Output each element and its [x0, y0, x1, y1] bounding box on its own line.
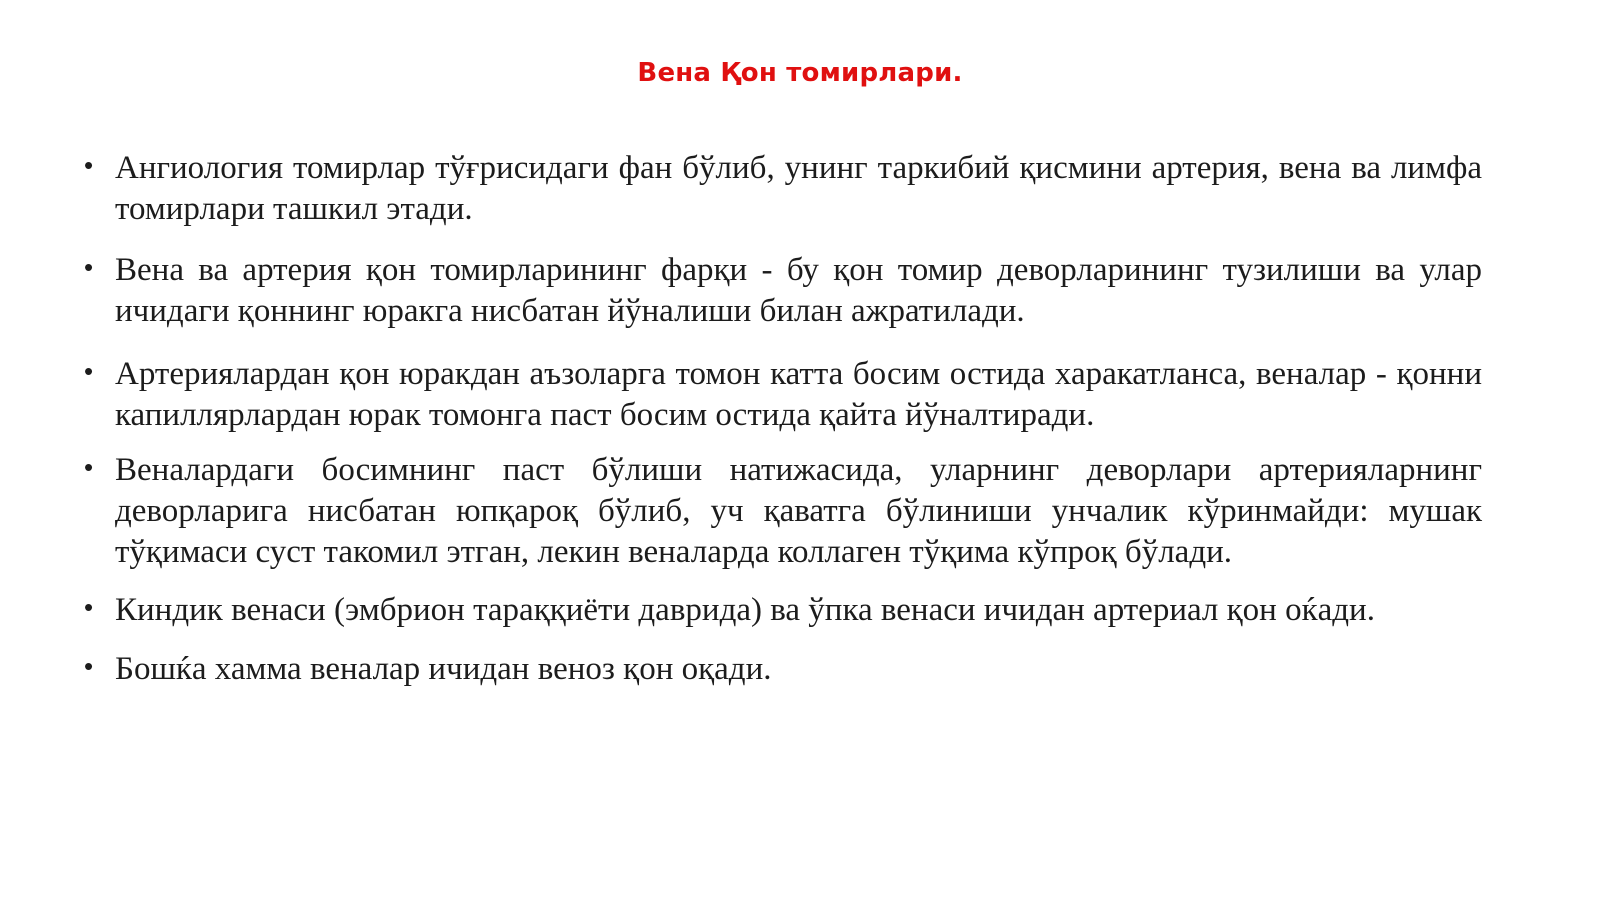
bullet-item	[84, 354, 1482, 436]
bullet-dot-icon: •	[84, 651, 94, 681]
bullet-item	[84, 590, 1482, 631]
bullet-item	[84, 148, 1482, 230]
bullet-text: Веналардаги босимнинг паст бўлиши натижасида, уларнинг деворлари артерияларнинг деворларига нисбатан юпқароқ бўлиб, уч қаватга бўлиниши унчалик кўринмайди: мушак тўқимаси суст такомил этган, лекин веналарда коллаген тўқима кўпроқ бўлади.	[115, 452, 1482, 570]
bullet-list	[84, 148, 1482, 690]
bullet-dot-icon: •	[84, 252, 94, 282]
bullet-text: Вена ва артерия қон томирларининг фарқи - бу қон томир деворларининг тузилиши ва улар ичидаги қоннинг юракга нисбатан йўналиши билан ажратилади.	[115, 252, 1482, 329]
bullet-item	[84, 250, 1482, 332]
bullet-item	[84, 649, 1482, 690]
bullet-text: Ангиология томирлар тўғрисидаги фан бўлиб, унинг таркибий қисмини артерия, вена ва лимфа томирлари ташкил этади.	[115, 150, 1482, 227]
bullet-dot-icon: •	[84, 452, 94, 482]
bullet-text: Киндик венаси (эмбрион тараққиёти даврида) ва ўпка венаси ичидан артериал қон оќади.	[115, 592, 1375, 628]
bullet-dot-icon: •	[84, 356, 94, 386]
bullet-dot-icon: •	[84, 150, 94, 180]
slide-title: Вена Қон томирлари.	[637, 58, 963, 88]
bullet-text: Бошќа хамма веналар ичидан веноз қон оқади.	[115, 651, 772, 687]
bullet-text: Артериялардан қон юракдан аъзоларга томон катта босим остида харакатланса, веналар - қонни капиллярлардан юрак томонга паст босим остида қайта йўналтиради.	[115, 356, 1482, 433]
bullet-item	[84, 450, 1482, 573]
bullet-dot-icon: •	[84, 592, 94, 622]
